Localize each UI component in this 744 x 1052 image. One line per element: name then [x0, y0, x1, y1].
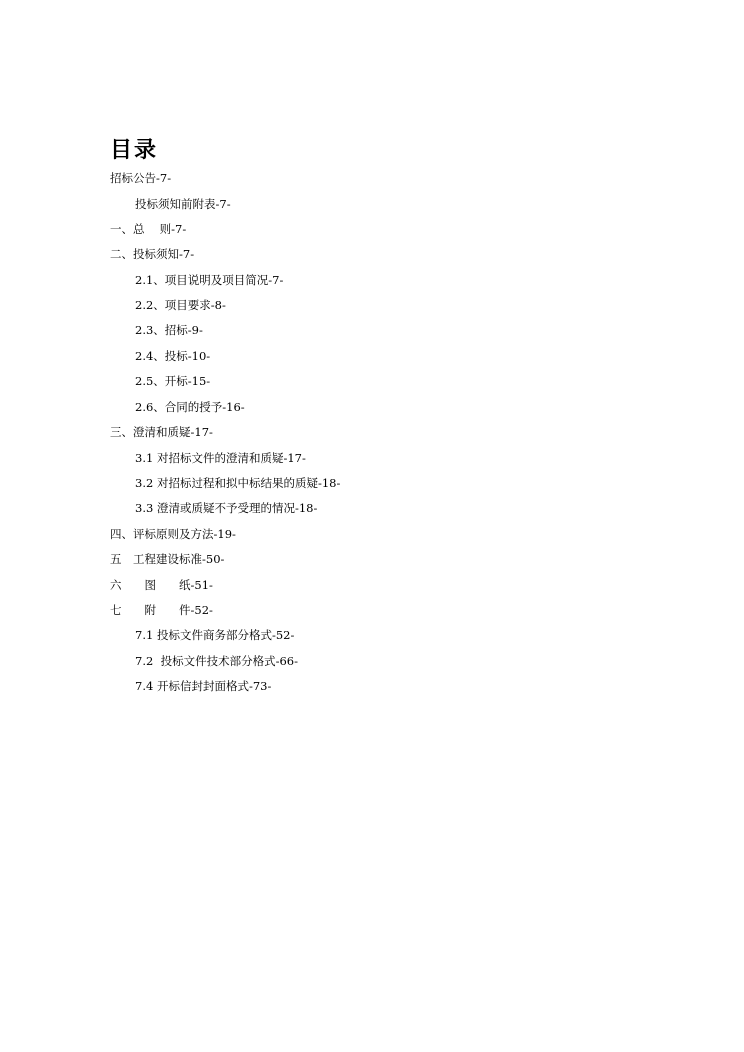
toc-entry-standards: 五 工程建设标准-50- [110, 552, 225, 566]
toc-entry-3-2: 3.2 对招标过程和拟中标结果的质疑-18- [135, 476, 341, 490]
toc-entry-2-5: 2.5、开标-15- [135, 374, 211, 388]
toc-entry-2-1: 2.1、项目说明及项目简况-7- [135, 273, 284, 287]
toc-entry-7-1: 7.1 投标文件商务部分格式-52- [135, 628, 295, 642]
toc-entry-tender-notice: 招标公告-7- [110, 171, 172, 185]
toc-entry-bidder-front-table: 投标须知前附表-7- [135, 197, 231, 211]
toc-entry-clarification: 三、澄清和质疑-17- [110, 425, 213, 439]
toc-title: 目录 [110, 138, 159, 163]
toc-entry-7-2: 7.2 投标文件技术部分格式-66- [135, 654, 299, 668]
toc-entry-3-3: 3.3 澄清或质疑不予受理的情况-18- [135, 501, 318, 515]
toc-entry-general: 一、总 则-7- [110, 222, 187, 236]
toc-entry-attachments: 七 附 件-52- [110, 603, 213, 617]
toc-entry-evaluation: 四、评标原则及方法-19- [110, 527, 236, 541]
toc-entry-drawings: 六 图 纸-51- [110, 578, 213, 592]
toc-entry-bidder-instructions: 二、投标须知-7- [110, 247, 195, 261]
toc-entry-2-6: 2.6、合同的授予-16- [135, 400, 245, 414]
toc-entry-7-4: 7.4 开标信封封面格式-73- [135, 679, 272, 693]
toc-entry-2-4: 2.4、投标-10- [135, 349, 211, 363]
toc-entry-3-1: 3.1 对招标文件的澄清和质疑-17- [135, 451, 306, 465]
toc-entry-2-3: 2.3、招标-9- [135, 323, 203, 337]
toc-entry-2-2: 2.2、项目要求-8- [135, 298, 226, 312]
